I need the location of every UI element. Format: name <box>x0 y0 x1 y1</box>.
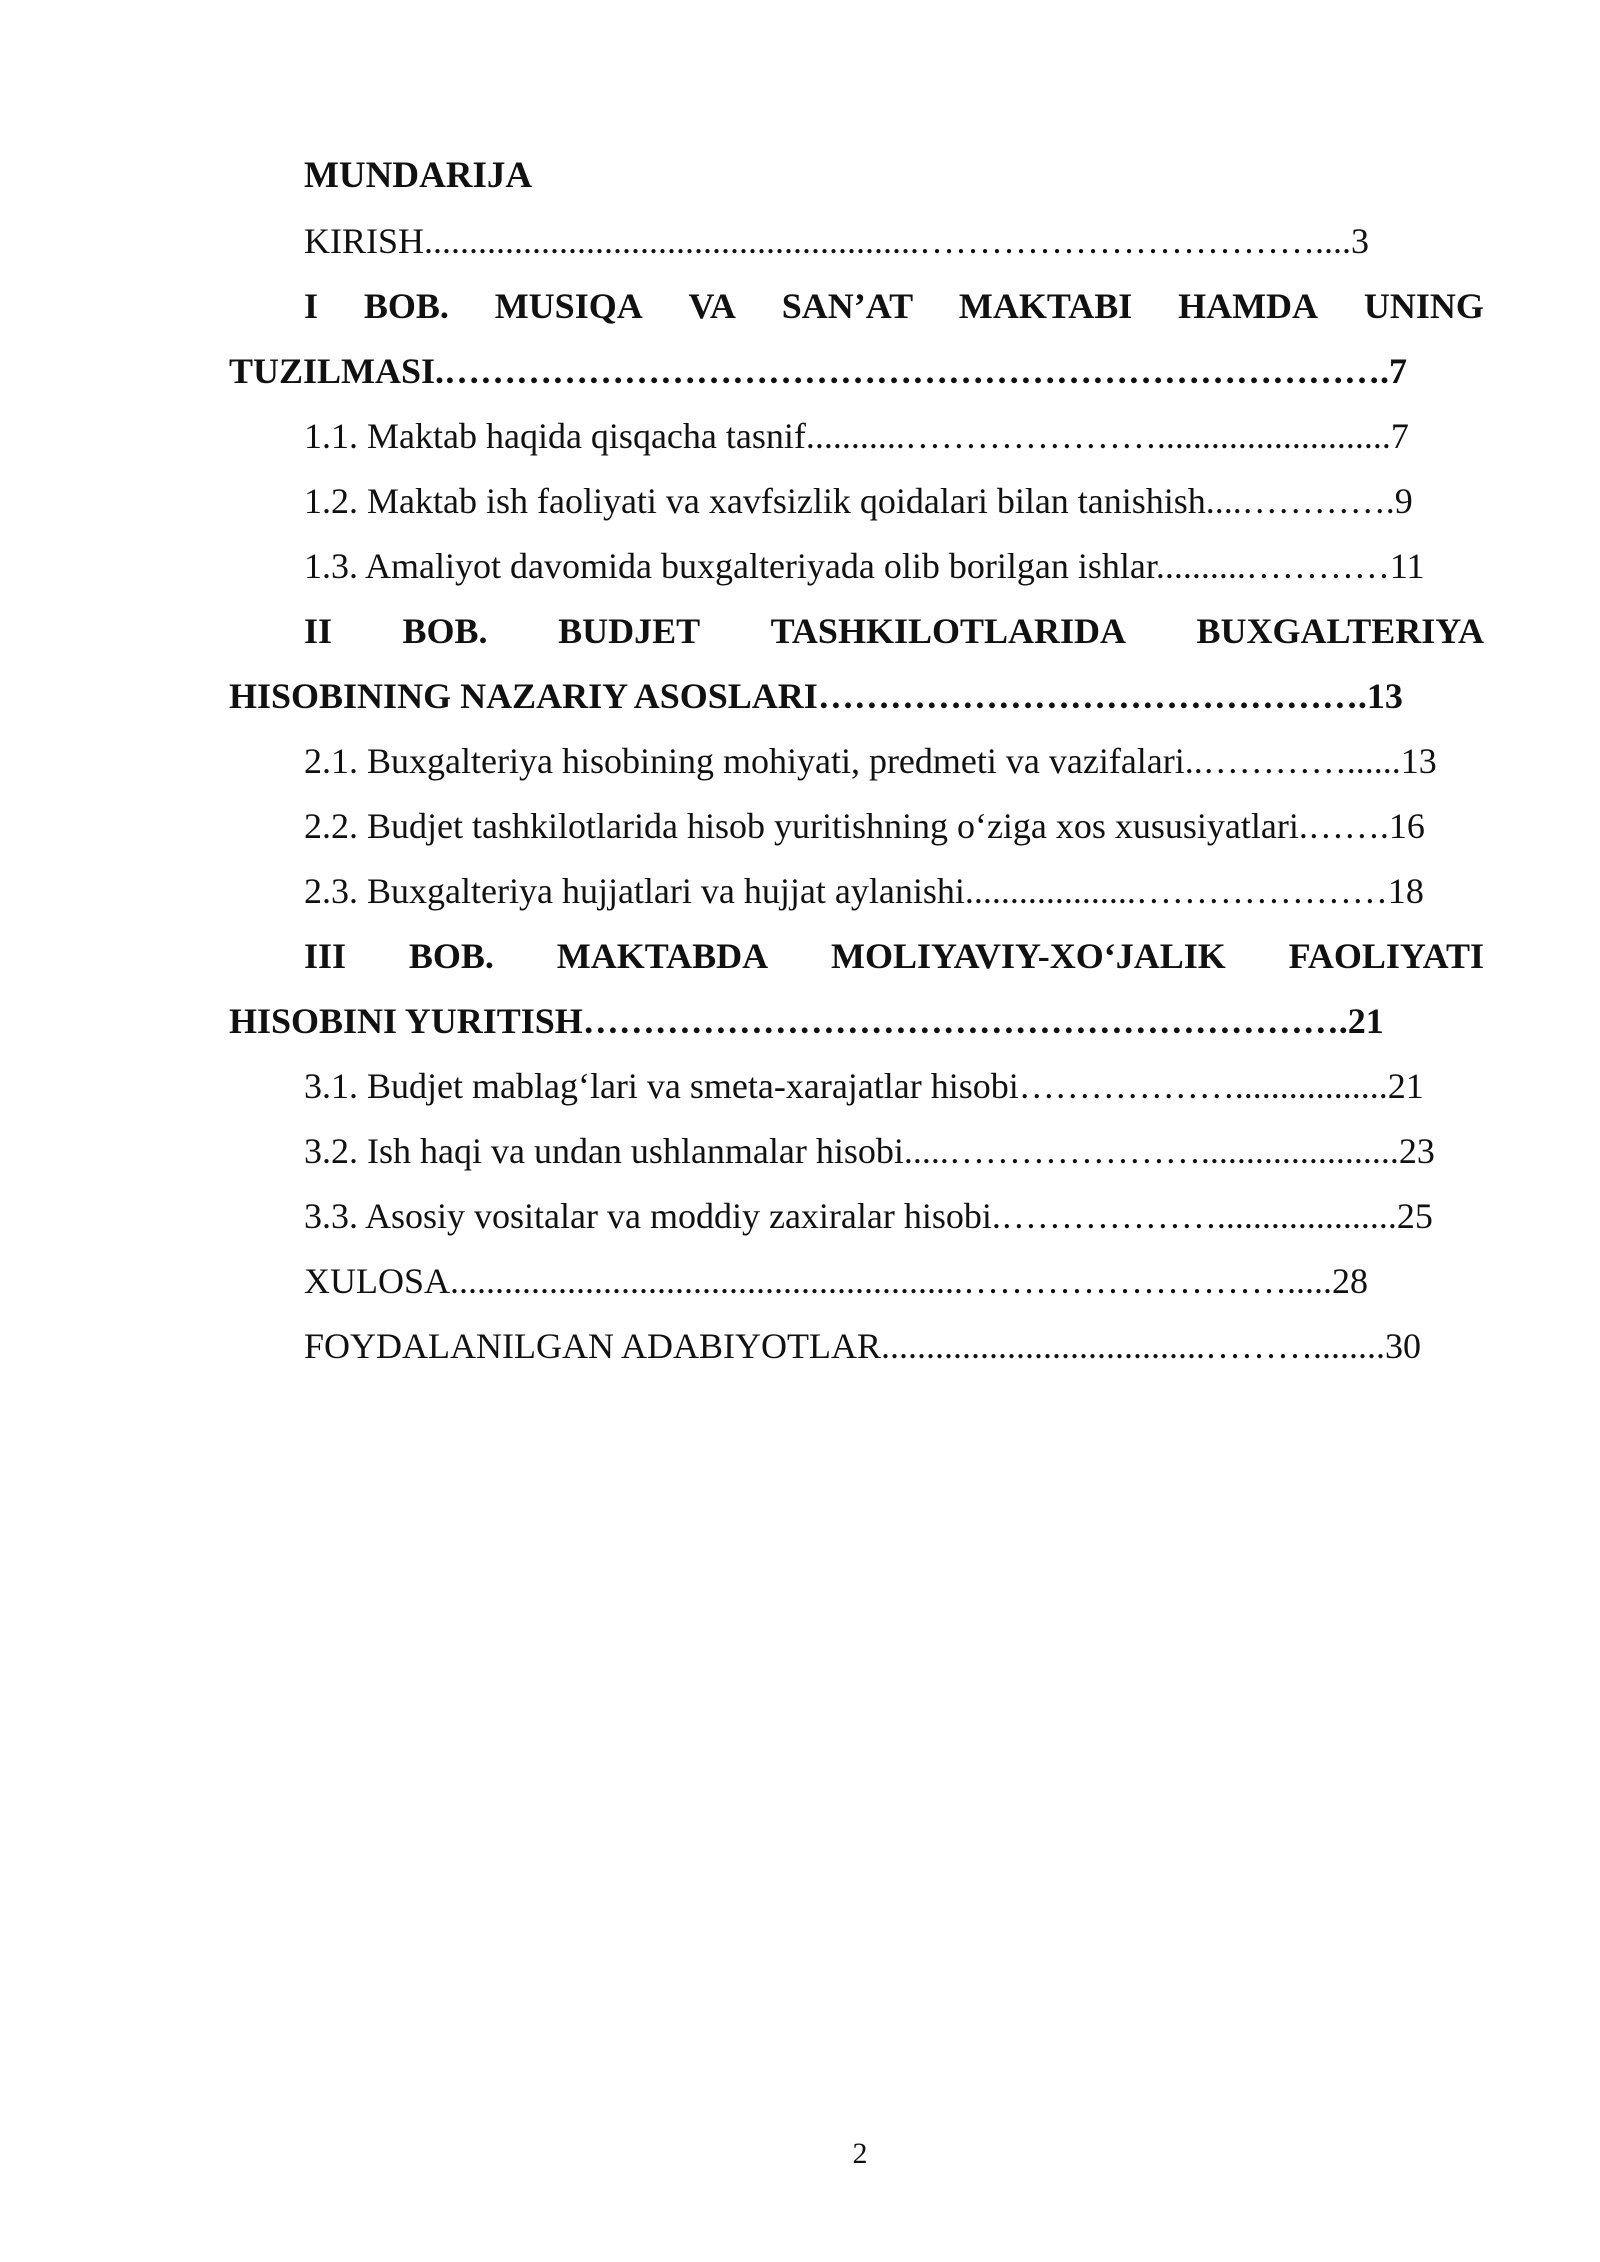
toc-entry-2-3: 2.3. Buxgalteriya hujjatlari va hujjat aylanishi...................…………………18 <box>304 871 1424 911</box>
page-number: 2 <box>852 2137 868 2170</box>
toc-chapter-2-continuation: HISOBINING NAZARIY ASOSLARI……………………………………….13 <box>229 676 1403 716</box>
toc-entry-1-2: 1.2. Maktab ish faoliyati va xavfsizlik qoidalari bilan tanishish....………….9 <box>304 481 1413 521</box>
toc-chapter-2-heading: II BOB. BUDJET TASHKILOTLARIDA BUXGALTERIYA <box>304 611 1484 651</box>
toc-chapter-1-continuation: TUZILMASI.…………………………………………………………………….7 <box>229 351 1408 391</box>
toc-entry-1-3: 1.3. Amaliyot davomida buxgalteriyada olib borilgan ishlar..........…………11 <box>304 546 1425 586</box>
toc-entry-2-1: 2.1. Buxgalteriya hisobining mohiyati, predmeti va vazifalari..…………......13 <box>304 741 1437 781</box>
toc-entry-3-1: 3.1. Budjet mablag‘lari va smeta-xarajatlar hisobi……………….................21 <box>304 1066 1424 1106</box>
toc-entry-introduction: KIRISH.......................................................……………………………....3 <box>304 221 1370 261</box>
toc-title: MUNDARIJA <box>304 155 533 196</box>
toc-chapter-1-heading: I BOB. MUSIQA VA SAN’AT MAKTABI HAMDA UNING <box>304 286 1484 326</box>
toc-entry-references: FOYDALANILGAN ADABIYOTLAR....................................………........30 <box>304 1326 1421 1366</box>
toc-entry-1-1: 1.1. Maktab haqida qisqacha tasnif...........…………………..........................7 <box>304 416 1409 456</box>
toc-chapter-3-continuation: HISOBINI YURITISH……………………………………………………….21 <box>229 1001 1384 1041</box>
toc-entry-conclusion: XULOSA.........................................................……………………….....28 <box>304 1261 1369 1301</box>
toc-entry-3-3: 3.3. Asosiy vositalar va moddiy zaxiralar hisobi.………………....................25 <box>304 1196 1433 1236</box>
toc-entry-2-2: 2.2. Budjet tashkilotlarida hisob yuritishning o‘ziga xos xususiyatlari.…….16 <box>304 806 1425 846</box>
toc-entry-3-2: 3.2. Ish haqi va undan ushlanmalar hisobi.....…………………......................23 <box>304 1131 1435 1171</box>
toc-chapter-3-heading: III BOB. MAKTABDA MOLIYAVIY-XO‘JALIK FAOLIYATI <box>304 936 1484 976</box>
